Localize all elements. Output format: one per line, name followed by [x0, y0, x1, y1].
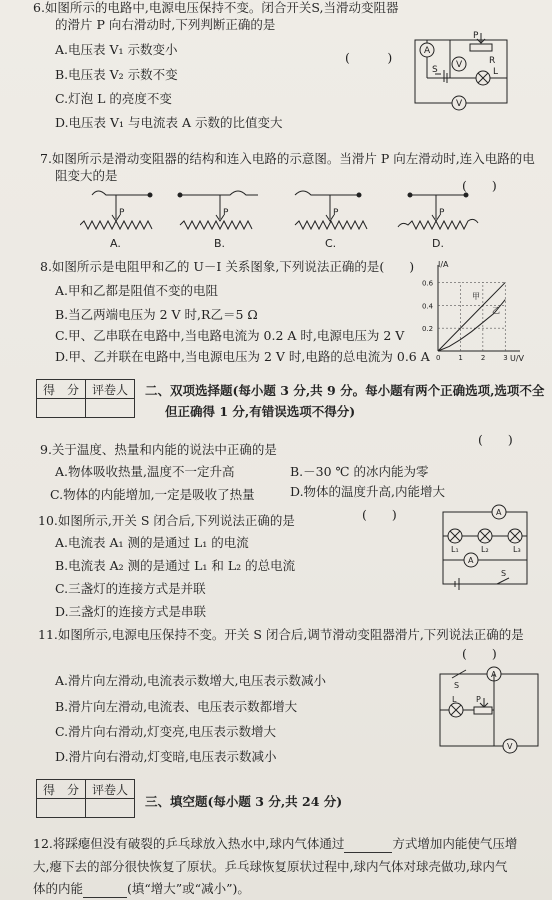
- q6-slider-label: P: [473, 31, 479, 41]
- q7-slider-label-d: P: [439, 208, 445, 218]
- q10-ammeter1-label: A: [468, 556, 474, 565]
- q6-ammeter-label: A: [424, 46, 431, 56]
- graph-xtick-label: 3: [503, 354, 508, 362]
- q8-stem: 8.如图所示是电阻甲和乙的 U－I 关系图象,下列说法正确的是( ): [40, 259, 415, 274]
- q6-resistor-label: R: [489, 56, 496, 66]
- q10-option-c: C.三盏灯的连接方式是并联: [55, 581, 206, 596]
- q7-label-a: A.: [110, 237, 121, 250]
- q8-option-b: B.当乙两端电压为 2 V 时,R乙＝5 Ω: [55, 307, 258, 322]
- q11-option-a: A.滑片向左滑动,电流表示数增大,电压表示数减小: [55, 673, 326, 688]
- q7-slider-label-b: P: [223, 208, 229, 218]
- q9-option-d: D.物体的温度升高,内能增大: [290, 484, 446, 499]
- q6-switch-label: S: [432, 65, 438, 75]
- q11-ammeter-label: A: [491, 670, 497, 679]
- q6-answer-paren: ( ): [345, 50, 393, 65]
- q9-option-c: C.物体的内能增加,一定是吸收了热量: [50, 487, 255, 502]
- q9-answer-paren: ( ): [478, 432, 513, 447]
- q11-option-c: C.滑片向右滑动,灯变亮,电压表示数增大: [55, 724, 277, 739]
- q7-stem-line2: 阻变大的是: [55, 168, 118, 183]
- q7-label-b: B.: [214, 237, 226, 250]
- series-yi-label: 乙: [492, 306, 500, 315]
- q10-ammeter2-label: A: [496, 508, 502, 517]
- q10-stem: 10.如图所示,开关 S 闭合后,下列说法正确的是: [38, 513, 295, 528]
- q11-stem: 11.如图所示,电源电压保持不变。开关 S 闭合后,调节滑动变阻器滑片,下列说法正确的是: [38, 627, 524, 642]
- q6-option-c: C.灯泡 L 的亮度不变: [55, 91, 172, 106]
- section2-title-line1: 二、双项选择题(每小题 3 分,共 9 分。每小题有两个正确选项,选项不全: [145, 383, 545, 398]
- q8-option-a: A.甲和乙都是阻值不变的电阻: [55, 283, 219, 298]
- q7-label-c: C.: [325, 237, 337, 250]
- q10-answer-paren: ( ): [362, 507, 397, 522]
- q9-stem: 9.关于温度、热量和内能的说法中正确的是: [40, 442, 277, 457]
- section3-score-cell[interactable]: [37, 799, 86, 818]
- graph-xlabel: U/V: [510, 354, 525, 363]
- section2-score-cell[interactable]: [37, 399, 86, 418]
- q9-option-b: B.－30 ℃ 的冰内能为零: [290, 464, 429, 479]
- q7-slider-label-a: P: [119, 208, 125, 218]
- q11-option-b: B.滑片向左滑动,电流表、电压表示数都增大: [55, 699, 298, 714]
- graph-xtick-label: 0: [436, 354, 441, 362]
- section3-reviewer-label: 评卷人: [86, 780, 135, 799]
- q10-option-d: D.三盏灯的连接方式是串联: [55, 604, 207, 619]
- graph-xtick-label: 1: [458, 354, 463, 362]
- section3-title: 三、填空题(每小题 3 分,共 24 分): [145, 794, 343, 809]
- q6-voltmeter2-label: V: [456, 99, 463, 109]
- q11-slider-label: P: [476, 695, 481, 704]
- graph-ytick-label: 0.4: [422, 302, 434, 311]
- graph-ylabel: I/A: [438, 260, 449, 269]
- q6-stem-line2: 的滑片 P 向右滑动时,下列判断正确的是: [55, 17, 276, 32]
- section2-score-table: [36, 379, 135, 418]
- graph-ytick-label: 0.2: [422, 325, 434, 334]
- graph-xtick-label: 2: [480, 354, 486, 362]
- q10-option-a: A.电流表 A₁ 测的是通过 L₁ 的电流: [55, 535, 249, 550]
- q10-circuit-diagram: [435, 498, 535, 590]
- q6-option-a: A.电压表 V₁ 示数变小: [55, 42, 178, 57]
- q6-voltmeter1-label: V: [456, 60, 463, 70]
- q11-lamp-label: L: [452, 695, 457, 704]
- q12-line1: [33, 836, 517, 853]
- section2-reviewer-label: 评卷人: [86, 380, 135, 399]
- q12-line3-part2: (填“增大”或“减小”)。: [127, 881, 250, 896]
- section2-score-label: 得 分: [37, 380, 86, 399]
- q6-stem-line1: 6.如图所示的电路中,电源电压保持不变。闭合开关S,当滑动变阻器: [33, 0, 399, 15]
- section2-reviewer-cell[interactable]: [86, 399, 135, 418]
- q8-option-c: C.甲、乙串联在电路中,当电路电流为 0.2 A 时,电源电压为 2 V: [55, 328, 405, 343]
- q6-circuit-diagram: [405, 30, 517, 115]
- q9-option-a: A.物体吸收热量,温度不一定升高: [55, 464, 235, 479]
- q12-blank1[interactable]: [344, 836, 392, 853]
- q8-option-d: D.甲、乙并联在电路中,当电源电压为 2 V 时,电路的总电流为 0.6 A: [55, 349, 430, 364]
- series-jia-label: 甲: [472, 292, 480, 301]
- q12-line1-part2: 方式增加内能使气压增: [392, 836, 518, 851]
- q12-line3: [33, 881, 250, 898]
- q11-option-d: D.滑片向右滑动,灯变暗,电压表示数减小: [55, 749, 277, 764]
- section3-score-table: [36, 779, 135, 818]
- q11-voltmeter-label: V: [507, 742, 513, 751]
- q11-switch-label: S: [454, 681, 460, 690]
- q12-blank2[interactable]: [83, 881, 127, 898]
- q11-circuit-diagram: [432, 660, 544, 760]
- q7-answer-paren: ( ): [462, 178, 497, 193]
- graph-ytick-label: 0.6: [422, 279, 434, 288]
- q7-label-d: D.: [432, 237, 444, 250]
- q8-ui-graph: [420, 255, 530, 365]
- q6-lamp-label: L: [493, 67, 499, 77]
- q11-answer-paren: ( ): [462, 646, 497, 661]
- q7-slider-label-c: P: [333, 208, 339, 218]
- q7-rheostat-diagrams: [80, 185, 480, 255]
- section3-reviewer-cell[interactable]: [86, 799, 135, 818]
- q10-lamp3-label: L₃: [513, 545, 521, 554]
- q12-line3-part1: 体的内能: [33, 881, 84, 896]
- q7-stem-line1: 7.如图所示是滑动变阻器的结构和连入电路的示意图。当滑片 P 向左滑动时,连入电路的电: [40, 151, 535, 166]
- section2-title-line2: 但正确得 1 分,有错误选项不得分): [165, 404, 356, 419]
- q6-option-d: D.电压表 V₁ 与电流表 A 示数的比值变大: [55, 115, 283, 130]
- q10-lamp2-label: L₂: [481, 545, 489, 554]
- q10-lamp1-label: L₁: [451, 545, 459, 554]
- q10-option-b: B.电流表 A₂ 测的是通过 L₁ 和 L₂ 的总电流: [55, 558, 296, 573]
- section3-score-label: 得 分: [37, 780, 86, 799]
- q12-line1-part1: 12.将踩瘪但没有破裂的乒乓球放入热水中,球内气体通过: [33, 836, 345, 851]
- q10-switch-label: S: [501, 569, 507, 578]
- q6-option-b: B.电压表 V₂ 示数不变: [55, 67, 178, 82]
- q12-line2: 大,瘪下去的部分很快恢复了原状。乒乓球恢复原状过程中,球内气体对球壳做功,球内气: [33, 859, 508, 874]
